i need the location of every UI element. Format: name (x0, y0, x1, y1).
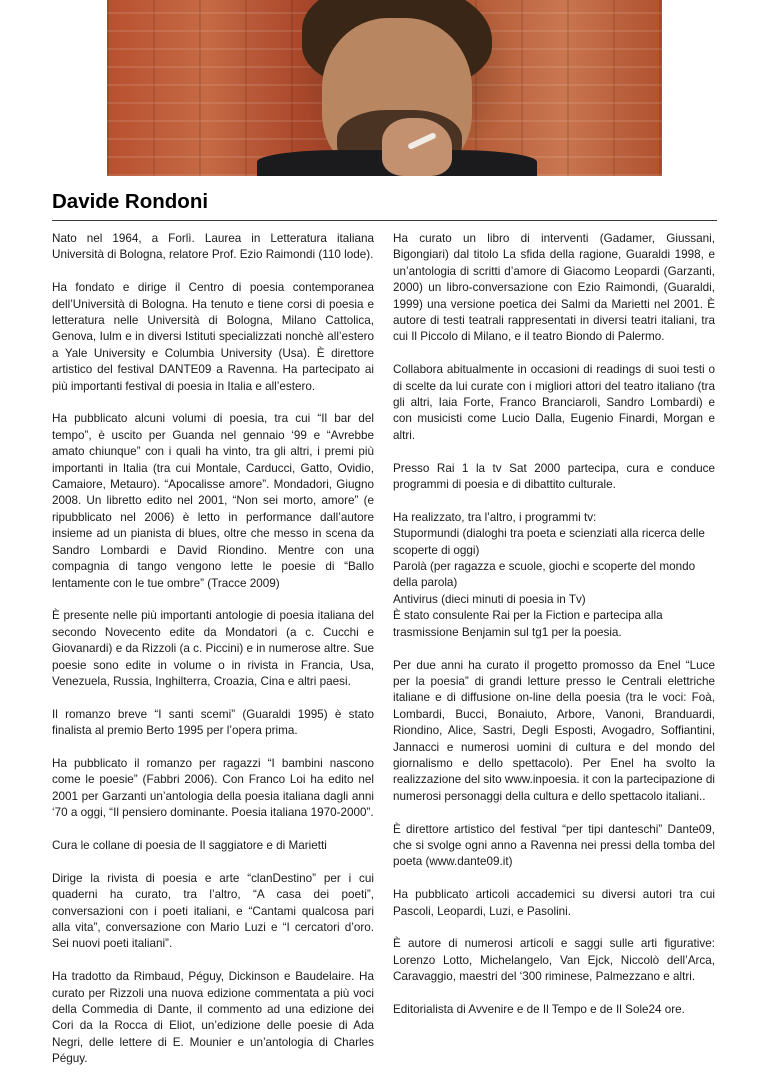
bio-paragraph: Ha pubblicato il romanzo per ragazzi “I bambini nascono come le poesie” (Fabbri 2006). Con Franco Loi ha edito nel 2001 per Garzanti un’antologia della poesia italiana dagli anni ‘70 a oggi, “Il pensiero dominante. Poesia italiana 1970-2000”. (52, 756, 374, 820)
bio-paragraph: È autore di numerosi articoli e saggi sulle arti figurative: Lorenzo Lotto, Michelangelo, Van Ejck, Niccolò dell’Arca, Caravaggio, maestri del ‘300 riminese, Palmezzano e altri. (393, 937, 715, 984)
photo-hand (382, 118, 452, 176)
bio-paragraph: Editorialista di Avvenire e de Il Tempo e de Il Sole24 ore. (393, 1002, 685, 1016)
bio-paragraph: Per due anni ha curato il progetto promosso da Enel “Luce per la poesia” di grandi letture presso le Centrali elettriche italiane e di diffusione on-line della poesia (tra le voci: Foà, Lombardi, Bucci, Bonaiuto, Arbore, Vanoni, Branduardi, Riondino, Alice, Sastri, Degli Esposti, Avogadro, Soffiantini, Jannacci e numerosi uomini di cultura e del mondo del giornalismo e dello spettacolo). Per Enel ha svolto la realizzazione del sito www.inpoesia. it con la partecipazione di numerosi personaggi della cultura e dello spettacolo italiani.. (393, 658, 715, 803)
tv-programs (393, 510, 715, 641)
bio-paragraph: È direttore artistico del festival “per tipi danteschi” Dante09, che si svolge ogni anno a Ravenna nei pressi della tomba del poeta (www.dante09.it) (393, 822, 715, 869)
tv-program-item: Stupormundi (dialoghi tra poeta e scienziati alla ricerca delle scoperte di oggi) (393, 527, 705, 557)
bio-paragraph: Collabora abitualmente in occasioni di readings di suoi testi o di scelte da lui curate con i migliori attori del teatro italiano (tra gli altri, Iaia Forte, Franco Branciaroli, Sandro Lombardi) e con musicisti come Lucio Dalla, Eugenio Finardi, Morgan e altri. (393, 363, 715, 442)
right-column (393, 231, 715, 1035)
bio-paragraph: Cura le collane di poesia de Il saggiatore e di Marietti (52, 838, 327, 852)
bio-paragraph: Presso Rai 1 la tv Sat 2000 partecipa, cura e conduce programmi di poesia e di dibattito culturale. (393, 461, 715, 492)
left-column (52, 231, 374, 1084)
bio-paragraph: Il romanzo breve “I santi scemi” (Guaraldi 1995) è stato finalista al premio Berto 1995 per l’opera prima. (52, 707, 374, 738)
tv-programs-intro: Ha realizzato, tra l’altro, i programmi tv: (393, 510, 597, 524)
bio-paragraph: È presente nelle più importanti antologie di poesia italiana del secondo Novecento edite da Mondatori (a c. Cucchi e Giovanardi) e da Rizzoli (a c. Piccini) e in numerose altre. Sue poesie sono edite in volume o in rivista in Francia, Usa, Venezuela, Russia, Inghilterra, Croazia, Cina e altri paesi. (52, 609, 374, 688)
bio-paragraph: Ha curato un libro di interventi (Gadamer, Giussani, Bigongiari) dal titolo La sfida della ragione, Guaraldi 1998, e un’antologia di scritti d’amore di Giacomo Leopardi (Garzanti, 2000) un libro-conversazione con Ezio Raimondi, (Guaraldi, 1999) una versione poetica dei Salmi da Marietti nel 2001. È autore di testi teatrali rappresentati in diversi teatri italiani, tra cui Il Piccolo di Milano, e il teatro Biondo di Palermo. (393, 232, 715, 344)
page-title: Davide Rondoni (52, 190, 209, 213)
bio-paragraph: Dirige la rivista di poesia e arte “clanDestino” per i cui quaderni ha curato, tra l’altro, “A casa dei poeti”, conversazioni con i poeti italiani, e “Cantami qualcosa pari alla vita”, conversazione con Mario Luzi e “I cercatori d’oro. Sei nuovi poeti italiani”. (52, 871, 374, 951)
portrait-photo (107, 0, 662, 176)
bio-paragraph: Ha pubblicato alcuni volumi di poesia, tra cui “Il bar del tempo”, è uscito per Guanda nel gennaio ‘99 e “Avrebbe amato chiunque” con i quali ha vinto, tra gli altri, i premi più importanti in Italia (tra cui Montale, Carducci, Gatto, Ovidio, Camaiore, Metauro). “Apocalisse amore”. Mondadori, Giugno 2008. Un libretto edito nel 2001, “Non sei morto, amore” (e ripubblicato nel 2006) è letto in performance dall’autore insieme ad un pianista di blues, oltre che messo in scena da Sandro Lombardi e David Riondino. Mentre con una compagnia di tango vengono lette le poesie di “Ballo lentamente con le tue ombre” (Tracce 2009) (52, 412, 374, 590)
title-rule (52, 220, 717, 221)
tv-program-item: È stato consulente Rai per la Fiction e partecipa alla trasmissione Benjamin sul tg1 per la poesia. (393, 609, 663, 639)
bio-paragraph: Ha fondato e dirige il Centro di poesia contemporanea dell’Università di Bologna. Ha tenuto e tiene corsi di poesia e letteratura nelle Università di Bologna, Milano Cattolica, Genova, Iulm e in diversi Istituti specializzati nonchè all’estero a Yale University e Columbia University (Usa). È direttore artistico del festival DANTE09 a Ravenna. Ha partecipato ai più importanti festival di poesia in Italia e all’estero. (52, 281, 374, 393)
bio-paragraph: Ha pubblicato articoli accademici su diversi autori tra cui Pascoli, Leopardi, Luzi, e Pasolini. (393, 888, 715, 918)
bio-paragraph: Nato nel 1964, a Forlì. Laurea in Letteratura italiana Università di Bologna, relatore Prof. Ezio Raimondi (110 lode). (52, 232, 374, 262)
tv-program-item: Parolà (per ragazza e scuole, giochi e scoperte del mondo della parola) (393, 560, 696, 590)
tv-program-item: Antivirus (dieci minuti di poesia in Tv) (393, 592, 586, 606)
bio-paragraph: Ha tradotto da Rimbaud, Péguy, Dickinson e Baudelaire. Ha curato per Rizzoli una nuova edizione commentata a più voci della Commedia di Dante, il commento ad una edizione dei Cori da la Rocca di Eliot, un’edizione delle poesie di Ada Negri, delle lettere di E. Mounier e un’antologia di Charles Péguy. (52, 970, 374, 1066)
